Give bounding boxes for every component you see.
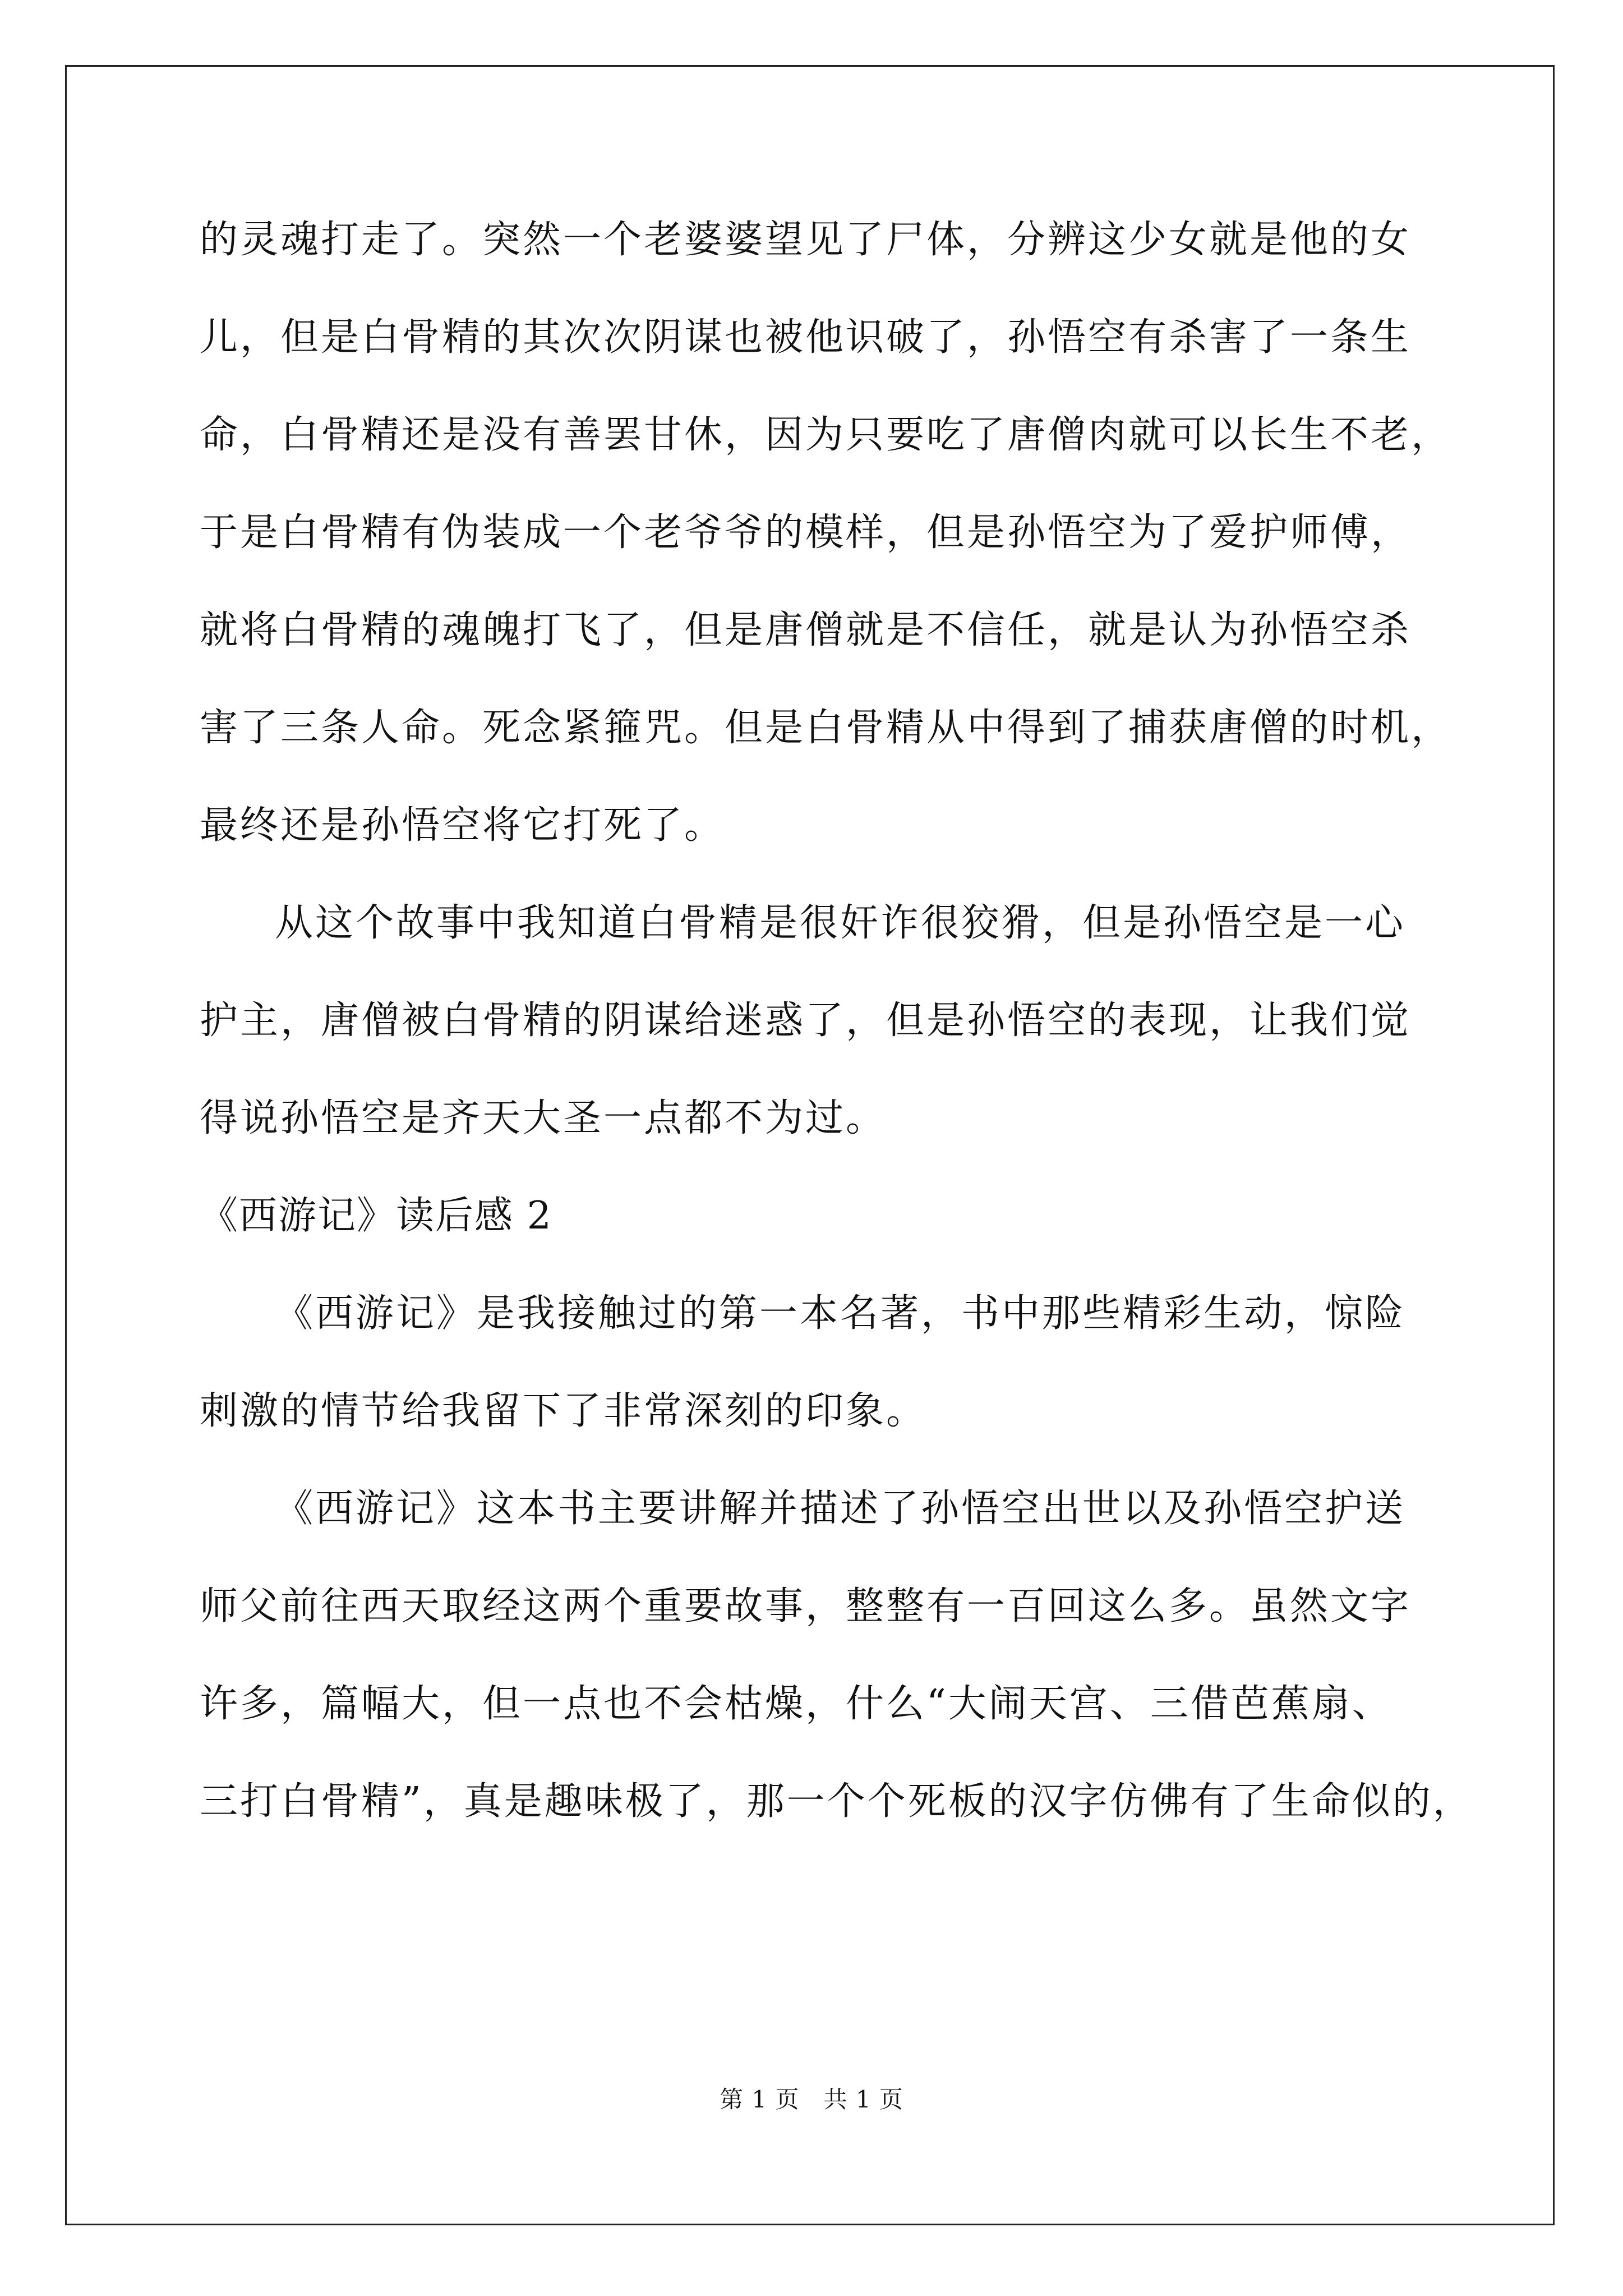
paragraph-line: 得说孙悟空是齐天大圣一点都不为过。 bbox=[200, 1096, 887, 1140]
paragraph-line: 害了三条人命。死念紧箍咒。但是白骨精从中得到了捕获唐僧的时机， bbox=[200, 706, 1452, 750]
paragraph-line: 师父前往西天取经这两个重要故事，整整有一百回这么多。虽然文字 bbox=[200, 1584, 1412, 1628]
paragraph-line: 刺激的情节给我留下了非常深刻的印象。 bbox=[200, 1389, 927, 1433]
paragraph-line: 最终还是孙悟空将它打死了。 bbox=[200, 803, 725, 848]
paragraph-line: 许多，篇幅大，但一点也不会枯燥，什么“大闹天宫、三借芭蕉扇、 bbox=[200, 1682, 1393, 1726]
page-number-footer: 第 1 页 共 1 页 bbox=[720, 2086, 903, 2113]
paragraph-line: 《西游记》是我接触过的第一本名著，书中那些精彩生动，惊险 bbox=[275, 1291, 1406, 1336]
paragraph-line: 的灵魂打走了。突然一个老婆婆望见了尸体，分辨这少女就是他的女 bbox=[200, 218, 1412, 262]
paragraph-line: 从这个故事中我知道白骨精是很奸诈很狡猾，但是孙悟空是一心 bbox=[275, 901, 1406, 945]
paragraph-line: 护主，唐僧被白骨精的阴谋给迷惑了，但是孙悟空的表现，让我们觉 bbox=[200, 999, 1412, 1043]
paragraph-line: 就将白骨精的魂魄打飞了，但是唐僧就是不信任，就是认为孙悟空杀 bbox=[200, 608, 1412, 652]
section-heading: 《西游记》读后感 2 bbox=[200, 1194, 552, 1238]
paragraph-line: 《西游记》这本书主要讲解并描述了孙悟空出世以及孙悟空护送 bbox=[275, 1487, 1406, 1531]
page-border bbox=[65, 65, 1555, 2225]
paragraph-line: 三打白骨精”，真是趣味极了，那一个个死板的汉字仿佛有了生命似的， bbox=[200, 1779, 1473, 1824]
paragraph-line: 儿，但是白骨精的其次次阴谋也被他识破了，孙悟空有杀害了一条生 bbox=[200, 315, 1412, 360]
paragraph-line: 命，白骨精还是没有善罢甘休，因为只要吃了唐僧肉就可以长生不老， bbox=[200, 413, 1452, 457]
paragraph-line: 于是白骨精有伪装成一个老爷爷的模样，但是孙悟空为了爱护师傅， bbox=[200, 510, 1412, 555]
